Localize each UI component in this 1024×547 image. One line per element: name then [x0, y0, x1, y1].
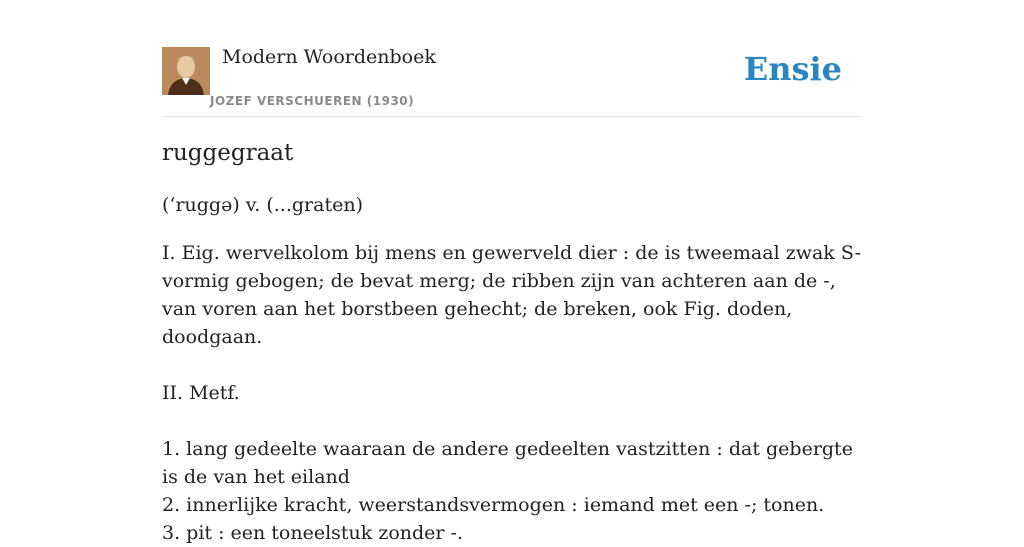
definition-metaphorical-heading: II. Metf.: [162, 382, 240, 404]
sense-item: 3. pit : een toneelstuk zonder -.: [162, 522, 464, 544]
header: [162, 0, 862, 117]
headword: ruggegraat: [162, 140, 294, 166]
page-container: [162, 0, 862, 544]
definition-literal: I. Eig. wervelkolom bij mens en gewerveld dier : de is tweemaal zwak S-vormig gebogen; de bevat merg; de ribben zijn van achteren aan de -, van voren aan het borstbeen gehecht; de breken, ook Fig. doden, doodgaan.: [162, 242, 861, 348]
author-portrait-icon: [162, 47, 210, 95]
author-avatar[interactable]: [162, 47, 210, 95]
brand-logo[interactable]: Ensie: [743, 50, 842, 88]
definition-body: [162, 239, 862, 547]
sense-item: 2. innerlijke kracht, weerstandsvermogen : iemand met een -; tonen.: [162, 494, 825, 516]
pronunciation: (ʻruggə) v. (...graten): [162, 194, 363, 216]
author-name: JOZEF VERSCHUEREN (1930): [210, 94, 415, 108]
book-title[interactable]: Modern Woordenboek: [222, 46, 436, 68]
sense-item: 1. lang gedeelte waaraan de andere gedeelten vastzitten : dat gebergte is de van het eiland: [162, 438, 853, 488]
